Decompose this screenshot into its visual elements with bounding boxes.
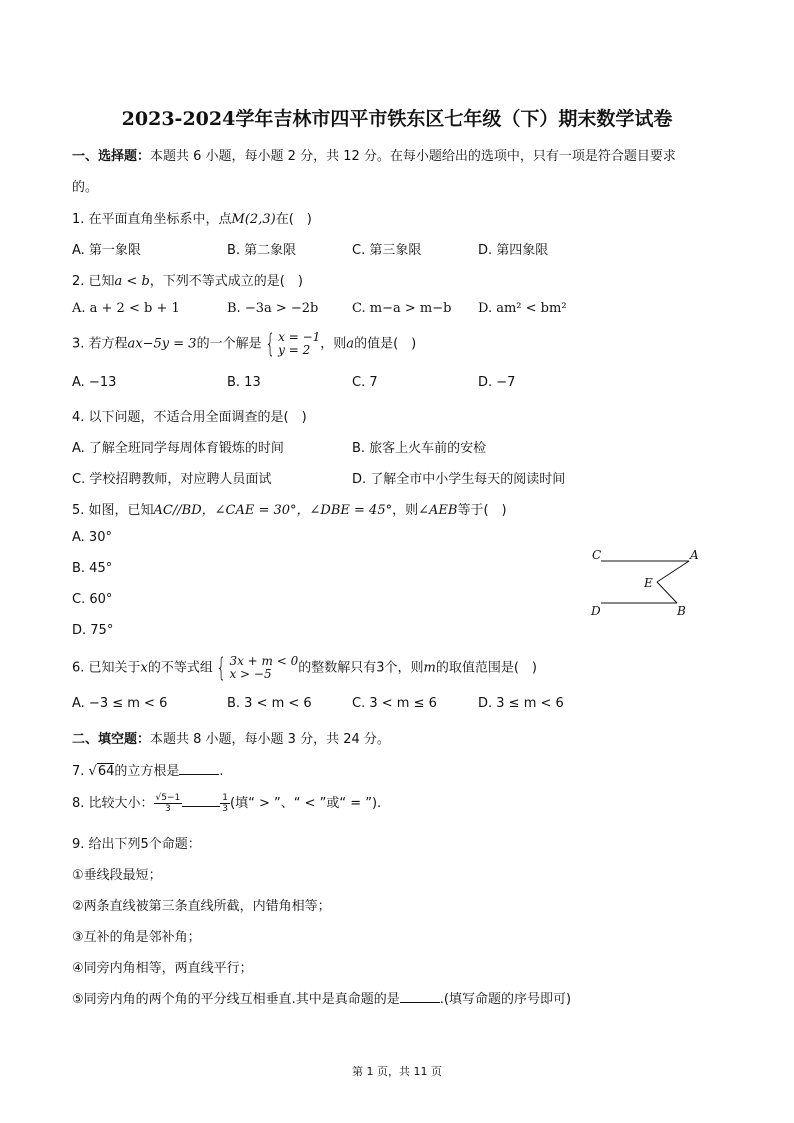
- q6-system-top: 3x + m < 0: [229, 654, 299, 668]
- q8-frac1-den: 3: [165, 804, 171, 814]
- q2-option-a[interactable]: A. a + 2 < b + 1: [72, 301, 180, 316]
- q9-item-5: [72, 988, 571, 1007]
- q8-fraction-2: [220, 793, 230, 814]
- label-c: C: [592, 548, 602, 562]
- q3-var-a: a: [346, 336, 355, 352]
- q5-option-b[interactable]: B. 45°: [72, 561, 113, 576]
- q1-option-b[interactable]: B. 第二象限: [227, 243, 297, 258]
- q6-stem-c: 的整数解只有3个，则: [298, 660, 424, 676]
- q4-option-a[interactable]: A. 了解全班同学每周体育锻炼的时间: [72, 441, 284, 456]
- q2-math: a < b: [114, 274, 150, 289]
- segment-ae: [657, 561, 689, 582]
- section1-desc-line1: 本题共 6 小题，每小题 2 分，共 12 分。在每小题给出的选项中，只有一项是符合题目要求: [150, 149, 676, 164]
- q8-fraction-1: [154, 793, 183, 814]
- q9-item-1: ①垂线段最短；: [72, 868, 162, 883]
- q3-option-b[interactable]: B. 13: [227, 375, 261, 390]
- q6-option-a[interactable]: A. −3 ≤ m < 6: [72, 696, 168, 711]
- q3-system-top: x = −1: [278, 330, 321, 344]
- q5-stem-mid: ，则: [392, 503, 419, 518]
- q1-option-a[interactable]: A. 第一象限: [72, 243, 141, 258]
- q9-item-2: ②两条直线被第三条直线所截，内错角相等；: [72, 899, 331, 914]
- label-b: B: [677, 604, 686, 618]
- section2-desc: 本题共 8 小题，每小题 3 分，共 24 分。: [150, 732, 390, 747]
- q4-option-c[interactable]: C. 学校招聘教师，对应聘人员面试: [72, 472, 272, 487]
- q5-geometry-figure: [585, 543, 705, 623]
- q7-answer-blank[interactable]: [179, 762, 219, 775]
- q5-angle: ∠AEB: [418, 503, 458, 518]
- q7-stem-text: 的立方根是: [114, 764, 180, 779]
- q1-math: M(2,3): [231, 212, 276, 227]
- section1-intro: [72, 145, 676, 164]
- q2-stem: [72, 270, 303, 289]
- q8-frac1-num: √5−1: [155, 793, 181, 803]
- q5-stem-text: 5. 如图，已知: [72, 503, 154, 518]
- q1-stem-end: 在( ): [275, 212, 312, 227]
- section2-heading: 二、填空题：: [72, 732, 151, 747]
- q3-stem-c: ，则: [320, 336, 347, 352]
- label-a: A: [690, 548, 699, 562]
- q2-stem-text: 2. 已知: [72, 274, 115, 289]
- q9-stem: 9. 给出下列5个命题：: [72, 837, 201, 852]
- q6-var-x: x: [140, 660, 148, 676]
- q3-equation-system: { x = −1 y = 2: [264, 329, 321, 359]
- q5-option-a[interactable]: A. 30°: [72, 530, 112, 545]
- q7-end: .: [219, 764, 224, 779]
- q6-stem-text: 6. 已知关于: [72, 660, 141, 676]
- q6-option-b[interactable]: B. 3 < m < 6: [227, 696, 312, 711]
- q6-stem-end: 的取值范围是( ): [435, 660, 538, 676]
- q8-stem-end: (填“ > ”、“ < ”或“ = ”).: [230, 796, 382, 811]
- q3-stem-mid: 的一个解是: [196, 336, 262, 352]
- q7-radicand: 64: [97, 764, 115, 779]
- q2-option-d[interactable]: D. am² < bm²: [478, 301, 567, 316]
- q9-item-4: ④同旁内角相等，两直线平行；: [72, 961, 253, 976]
- q3-stem-text: 3. 若方程: [72, 336, 128, 352]
- q1-option-c[interactable]: C. 第三象限: [352, 243, 422, 258]
- q5-stem: [72, 499, 507, 518]
- q8-stem-text: 8. 比较大小：: [72, 796, 154, 811]
- q3-math: ax−5y = 3: [127, 336, 197, 352]
- exam-title: 2023-2024学年吉林市四平市铁东区七年级（下）期末数学试卷: [121, 108, 673, 130]
- q5-option-c[interactable]: C. 60°: [72, 592, 113, 607]
- q3-option-d[interactable]: D. −7: [478, 375, 516, 390]
- q1-option-d[interactable]: D. 第四象限: [478, 243, 549, 258]
- q6-option-c[interactable]: C. 3 < m ≤ 6: [352, 696, 437, 711]
- section1-desc-line2: 的。: [72, 180, 99, 195]
- q3-option-a[interactable]: A. −13: [72, 375, 117, 390]
- section1-heading: 一、选择题：: [72, 149, 151, 164]
- q6-inequality-system: { 3x + m < 0 x > −5: [216, 653, 299, 683]
- q6-option-d[interactable]: D. 3 ≤ m < 6: [478, 696, 564, 711]
- q8-frac2-num: 1: [222, 793, 229, 803]
- q7-stem: [72, 760, 224, 779]
- q7-number: 7.: [72, 764, 85, 779]
- q3-system-bottom: y = 2: [278, 343, 311, 357]
- q9-item-3: ③互补的角是邻补角；: [72, 930, 201, 945]
- q5-option-d[interactable]: D. 75°: [72, 623, 114, 638]
- q8-stem: [72, 792, 381, 814]
- q3-option-c[interactable]: C. 7: [352, 375, 378, 390]
- q5-stem-end: 等于( ): [457, 503, 507, 518]
- label-d: D: [591, 604, 601, 618]
- page-footer: 第 1 页，共 11 页: [352, 1065, 442, 1078]
- q9-answer-blank[interactable]: [400, 990, 440, 1003]
- q6-stem: [72, 655, 537, 681]
- segment-eb: [657, 582, 677, 603]
- q9-item-5-end: .(填写命题的序号即可): [439, 992, 572, 1007]
- q4-option-b[interactable]: B. 旅客上火车前的安检: [352, 441, 487, 456]
- q4-stem: 4. 以下问题，不适合用全面调查的是( ): [72, 410, 307, 425]
- label-e: E: [644, 576, 653, 590]
- q1-stem-text: 1. 在平面直角坐标系中，点: [72, 212, 232, 227]
- q2-option-b[interactable]: B. −3a > −2b: [227, 301, 319, 316]
- q9-item-5-text: ⑤同旁内角的两个角的平分线互相垂直.其中是真命题的是: [72, 992, 400, 1007]
- q3-stem: [72, 331, 416, 357]
- q5-math: AC//BD，∠CAE = 30°，∠DBE = 45°: [153, 503, 393, 518]
- q2-stem-end: ，下列不等式成立的是( ): [149, 274, 303, 289]
- q3-stem-end: 的值是( ): [354, 336, 417, 352]
- q6-var-m: m: [423, 660, 436, 676]
- section2-intro: [72, 728, 390, 747]
- q2-option-c[interactable]: C. m−a > m−b: [352, 301, 452, 316]
- q6-stem-mid: 的不等式组: [147, 660, 213, 676]
- q1-stem: [72, 208, 312, 227]
- q7-sqrt: √64: [88, 764, 115, 779]
- q8-answer-blank[interactable]: [182, 794, 220, 807]
- q8-frac2-den: 3: [222, 804, 229, 814]
- q4-option-d[interactable]: D. 了解全市中小学生每天的阅读时间: [352, 472, 566, 487]
- q6-system-bottom: x > −5: [229, 667, 272, 681]
